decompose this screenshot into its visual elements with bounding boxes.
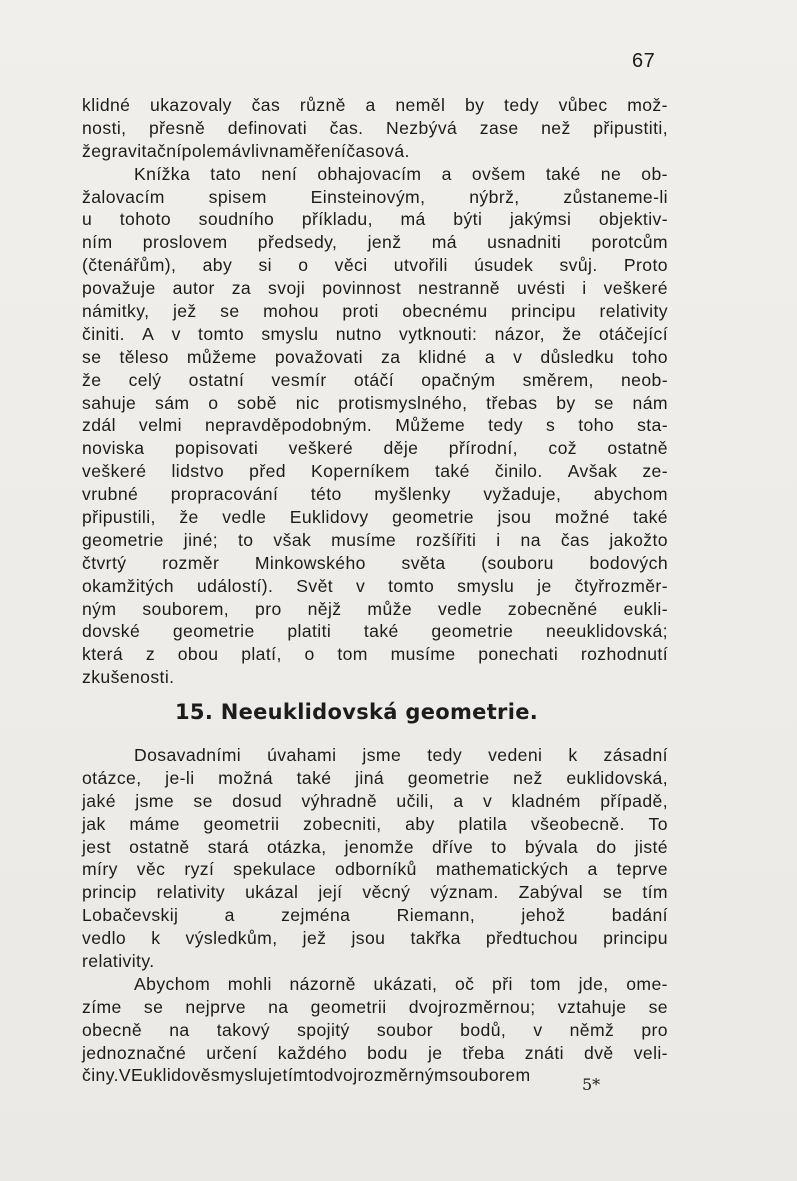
text-line: princip relativity ukázal její věcný význam. Zabýval se tím: [82, 882, 668, 903]
text-line: vrubné propracování této myšlenky vyžaduje, abychom: [82, 484, 668, 505]
text-line: relativity.: [82, 951, 155, 972]
text-line: že celý ostatní vesmír otáčí opačným směrem, neob-: [82, 369, 668, 390]
text-line: považuje autor za svoji povinnost nestranně uvésti i veškeré: [82, 278, 668, 299]
section-heading: 15. Neeuklidovská geometrie.: [175, 700, 539, 724]
text-line: jednoznačné určení každého bodu je třeba znáti dvě veli-: [82, 1042, 668, 1063]
text-line: dovské geometrie platiti také geometrie neeuklidovská;: [82, 621, 668, 642]
text-line: ným souborem, pro nějž může vedle zobecněné eukli-: [82, 598, 668, 619]
text-line: činiti. A v tomto smyslu nutno vytknouti: názor, že otáčející: [82, 323, 668, 344]
text-line: veškeré lidstvo před Koperníkem také činilo. Avšak ze-: [82, 461, 668, 482]
paragraph: [82, 744, 668, 973]
text-line: že gravitační pole má vliv na měření časová.: [82, 140, 410, 161]
text-line: klidné ukazovaly čas různě a neměl by tedy vůbec mož-: [82, 95, 668, 115]
text-line: ním proslovem předsedy, jenž má usnadniti porotcům: [82, 232, 668, 253]
text-line: čtvrtý rozměr Minkowského světa (souboru bodových: [82, 552, 668, 573]
text-line: jest ostatně stará otázka, jenomže dříve to bývala do jisté: [82, 836, 668, 857]
text-line: otázce, je-li možná také jiná geometrie než euklidovská,: [82, 767, 668, 788]
text-line: zkušenosti.: [82, 667, 175, 688]
page-number: 67: [632, 50, 656, 72]
text-line: obecně na takový spojitý soubor bodů, v němž pro: [82, 1019, 668, 1040]
text-line: žalovacím spisem Einsteinovým, nýbrž, zůstaneme-li: [82, 186, 668, 207]
text-line: Lobačevskij a zejména Riemann, jehož badání: [82, 905, 668, 926]
text-line: jaké jsme se dosud výhradně učili, a v kladném případě,: [82, 790, 668, 811]
paragraph: [82, 973, 668, 1087]
text-line: Knížka tato není obhajovacím a ovšem také ne ob-: [134, 163, 668, 184]
text-line: jak máme geometrii zobecniti, aby platila všeobecně. To: [82, 813, 668, 834]
text-line: námitky, jež se mohou proti obecnému principu relativity: [82, 301, 668, 322]
text-line: okamžitých událostí). Svět v tomto smyslu je čtyřrozměr-: [82, 575, 668, 596]
text-line: zdál velmi nepravděpodobným. Můžeme tedy s toho sta-: [82, 415, 668, 436]
paragraph: [82, 163, 668, 689]
text-line: zíme se nejprve na geometrii dvojrozměrnou; vztahuje se: [82, 996, 668, 1017]
text-line: Abychom mohli názorně ukázati, oč při tom jde, ome-: [134, 973, 668, 994]
text-line: geometrie jiné; to však musíme rozšířiti i na čas jakožto: [82, 529, 668, 550]
text-line: míry věc ryzí spekulace odborníků mathematických a teprve: [82, 859, 668, 880]
text-line: u tohoto soudního příkladu, má býti jakýmsi objektiv-: [82, 209, 668, 230]
text-line: která z obou platí, o tom musíme ponechati rozhodnutí: [82, 644, 668, 665]
text-line: (čtenářům), aby si o věci utvořili úsudek svůj. Proto: [82, 255, 668, 276]
body-text-bottom: [82, 744, 668, 1087]
text-line: Dosavadními úvahami jsme tedy vedeni k zásadní: [134, 745, 668, 765]
paragraph: [82, 94, 668, 163]
body-text-top: [82, 94, 668, 689]
text-line: připustili, že vedle Euklidovy geometrie jsou možné také: [82, 507, 668, 528]
text-line: sahuje sám o sobě nic protismyslného, třebas by se nám: [82, 392, 668, 413]
text-line: noviska popisovati veškeré děje přírodní, což ostatně: [82, 438, 668, 459]
text-line: se těleso můžeme považovati za klidné a v důsledku toho: [82, 346, 668, 367]
text-line: vedlo k výsledkům, jež jsou takřka předtuchou principu: [82, 928, 668, 949]
text-line: činy. V Euklidově smyslu je tímto dvojrozměrným souborem: [82, 1065, 531, 1086]
text-line: nosti, přesně definovati čas. Nezbývá zase než připustiti,: [82, 117, 668, 138]
sheet-signature-mark: 5*: [582, 1075, 601, 1094]
